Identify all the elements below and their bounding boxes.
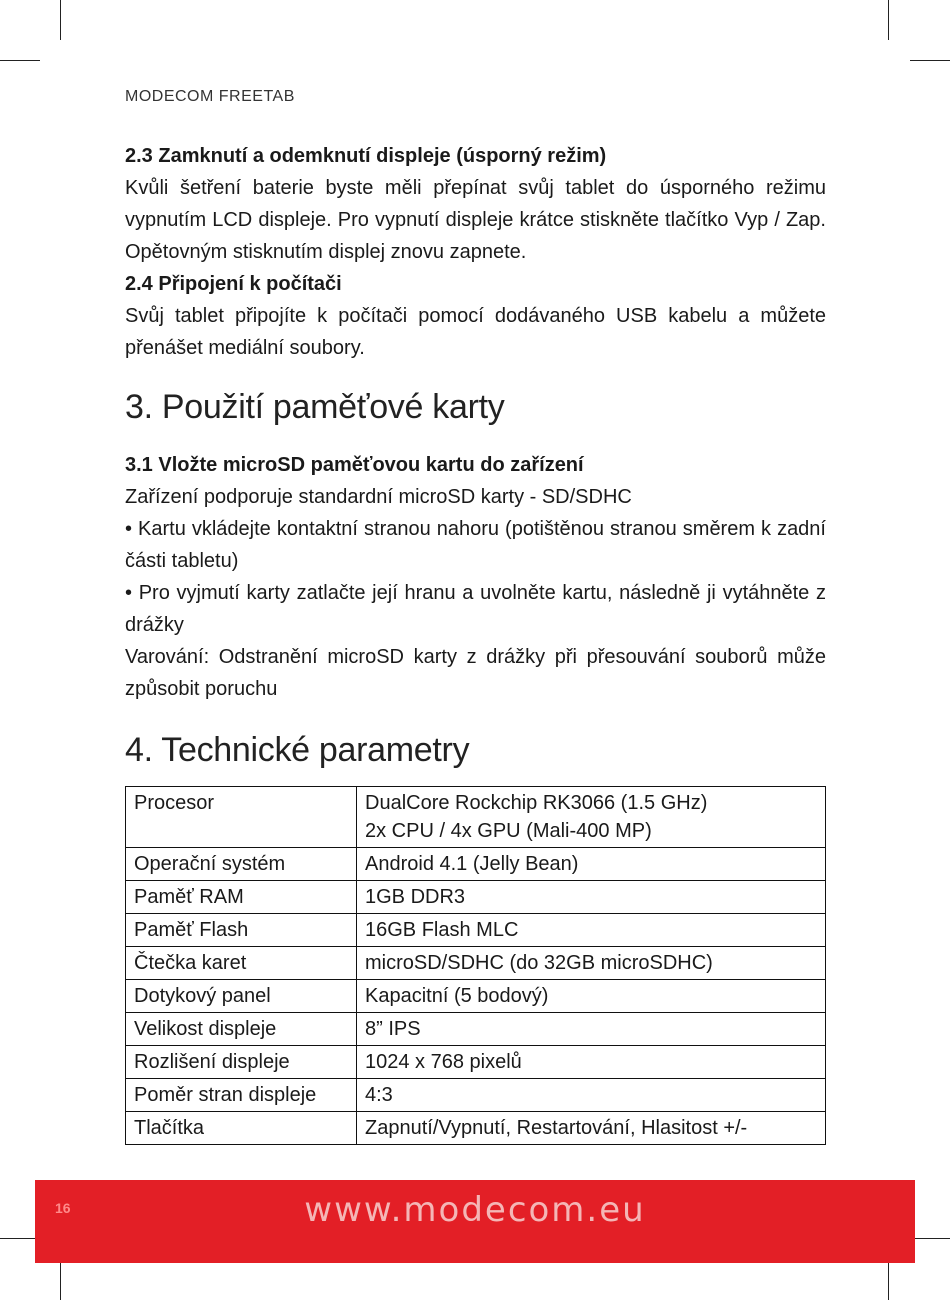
crop-mark xyxy=(60,0,61,40)
spec-value: 8” IPS xyxy=(357,1013,826,1046)
section-3-1-bullet-1: • Kartu vkládejte kontaktní stranou nahoru (potištěnou stranou směrem k zadní části tabletu) xyxy=(125,518,826,572)
table-row xyxy=(126,881,826,914)
spec-value xyxy=(357,787,826,848)
spec-key: Rozlišení displeje xyxy=(126,1046,357,1079)
spec-value: microSD/SDHC (do 32GB microSDHC) xyxy=(357,947,826,980)
crop-mark xyxy=(0,1238,40,1239)
section-3-1-warning: Varování: Odstranění microSD karty z drážky při přesouvání souborů může způsobit poruchu xyxy=(125,646,826,700)
crop-mark xyxy=(888,1262,889,1300)
section-2-3-text: Kvůli šetření baterie byste měli přepínat svůj tablet do úsporného režimu vypnutím LCD displeje. Pro vypnutí displeje krátce stiskněte tlačítko Vyp / Zap. Opětovným stisknutím displej znovu zapnete. xyxy=(125,177,826,263)
spec-key: Operační systém xyxy=(126,848,357,881)
table-row xyxy=(126,1112,826,1145)
footer-banner xyxy=(35,1180,915,1263)
page-number: 16 xyxy=(55,1200,71,1216)
crop-mark xyxy=(60,1262,61,1300)
spec-key: Paměť Flash xyxy=(126,914,357,947)
spec-value: 1GB DDR3 xyxy=(357,881,826,914)
spec-value-line: DualCore Rockchip RK3066 (1.5 GHz) xyxy=(365,792,708,814)
section-3-1-bullet-2: • Pro vyjmutí karty zatlačte její hranu a uvolněte kartu, následně ji vytáhněte z drážky xyxy=(125,582,826,636)
spec-key: Procesor xyxy=(126,787,357,848)
crop-mark xyxy=(910,60,950,61)
spec-key: Čtečka karet xyxy=(126,947,357,980)
section-2-3-title: 2.3 Zamknutí a odemknutí displeje (úsporný režim) xyxy=(125,145,607,167)
spec-key: Velikost displeje xyxy=(126,1013,357,1046)
table-row xyxy=(126,947,826,980)
table-row xyxy=(126,787,826,848)
table-row xyxy=(126,914,826,947)
crop-mark xyxy=(910,1238,950,1239)
spec-value: Kapacitní (5 bodový) xyxy=(357,980,826,1013)
section-3-1-line: Zařízení podporuje standardní microSD karty - SD/SDHC xyxy=(125,486,632,508)
website-url[interactable]: www.modecom.eu xyxy=(304,1190,646,1230)
spec-key: Poměr stran displeje xyxy=(126,1079,357,1112)
table-row xyxy=(126,1046,826,1079)
table-row xyxy=(126,848,826,881)
spec-value: Android 4.1 (Jelly Bean) xyxy=(357,848,826,881)
table-row xyxy=(126,1013,826,1046)
section-4-heading: 4. Technické parametry xyxy=(125,731,470,769)
crop-mark xyxy=(0,60,40,61)
section-2-4-text: Svůj tablet připojíte k počítači pomocí dodávaného USB kabelu a můžete přenášet mediální soubory. xyxy=(125,305,826,359)
spec-value: 4:3 xyxy=(357,1079,826,1112)
table-row xyxy=(126,1079,826,1112)
spec-value: Zapnutí/Vypnutí, Restartování, Hlasitost +/- xyxy=(357,1112,826,1145)
section-2-4-title: 2.4 Připojení k počítači xyxy=(125,273,342,295)
spec-key: Dotykový panel xyxy=(126,980,357,1013)
section-3-1-title: 3.1 Vložte microSD paměťovou kartu do zařízení xyxy=(125,454,584,476)
table-row xyxy=(126,980,826,1013)
section-3-heading: 3. Použití paměťové karty xyxy=(125,388,505,426)
crop-mark xyxy=(888,0,889,40)
spec-value-line: 2x CPU / 4x GPU (Mali-400 MP) xyxy=(365,820,652,842)
spec-value: 1024 x 768 pixelů xyxy=(357,1046,826,1079)
spec-key: Tlačítka xyxy=(126,1112,357,1145)
spec-value: 16GB Flash MLC xyxy=(357,914,826,947)
spec-key: Paměť RAM xyxy=(126,881,357,914)
spec-table xyxy=(125,786,826,1145)
page-header: MODECOM FREETAB xyxy=(125,88,295,105)
page-content xyxy=(125,140,826,1145)
